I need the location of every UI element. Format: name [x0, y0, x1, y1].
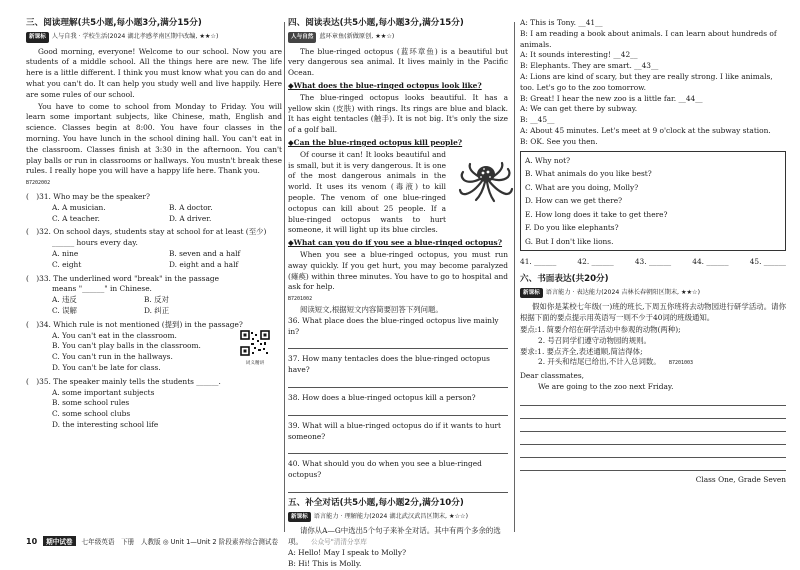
dialogue-line: B: Hi! This is Molly. — [288, 558, 362, 568]
question-text: ______ hours every day. — [52, 238, 138, 248]
section-tag — [520, 288, 786, 299]
question-text: ( )32. On school days, students stay at school for at least (至少) — [26, 227, 267, 237]
dialogue-option[interactable]: D. How can we get there? — [525, 196, 623, 206]
instruction: 请你从A—G中选出5个句子来补全对话。其中有两个多余的选项。 — [288, 526, 501, 547]
section-title: 四、阅读表达(共5小题,每小题3分,满分15分) — [288, 18, 464, 28]
option[interactable]: B. You can't play balls in the classroom. — [52, 341, 201, 351]
question-code: B7201003 — [668, 360, 694, 367]
question-options — [26, 203, 282, 225]
qr-code-icon[interactable] — [240, 330, 270, 366]
requirement-item: 1. 要点齐全,表述通顺,简洁得体; — [537, 346, 643, 356]
dialogue-line: B: Elephants. They are smart. __43__ — [520, 61, 659, 71]
answer-line[interactable] — [288, 481, 508, 493]
label: 要点: — [520, 325, 538, 335]
option[interactable]: A. some important subjects — [52, 387, 155, 397]
option[interactable]: B. some school rules — [52, 398, 130, 408]
column-divider — [514, 22, 515, 532]
tag-text: 蓝环章鱼(新做原创, ★★☆) — [319, 32, 395, 40]
passage-paragraph: Of course it can! It looks beautiful and is small, but it is very dangerous. It is one of the most dangerous animals in the world. It uses its venom (毒液) to kill people. The venom of one blue-ringed octopus can kill about 25 people. If a blue-ringed octopus wants to hurt someone, it will light up its blue circles. — [288, 149, 446, 235]
point-item: 1. 简要介绍在研学活动中参观的动物(两种); — [537, 325, 681, 335]
dialogue-line: B: OK. See you then. — [520, 136, 598, 146]
writing-line[interactable] — [520, 445, 786, 458]
section-title: 三、阅读理解(共5小题,每小题3分,满分15分) — [26, 18, 202, 28]
question-options — [26, 295, 232, 317]
section-tag — [288, 512, 508, 523]
letter-signature: Class One, Grade Seven — [695, 474, 786, 484]
option[interactable]: D. 纠正 — [144, 305, 170, 315]
question-39: 39. What will a blue-ringed octopus do if it wants to hurt someone? — [288, 420, 501, 441]
section-tag — [288, 32, 508, 43]
requirement-item: 2. 开头和结尾已给出,不计入总词数。 — [538, 357, 661, 367]
dialogue-option[interactable]: B. What animals do you like best? — [525, 169, 652, 179]
section-title: 五、补全对话(共5小题,每小题2分,满分10分) — [288, 497, 464, 508]
question-36: 36. What place does the blue-ringed octopus live mainly in? — [288, 315, 499, 336]
passage-paragraph: You have to come to school from Monday to Friday. You will learn some important subjects, like Chinese, math, English and science. Classes begin at 8:00. You have four classes in the morning. You have lunch in the school dining hall. You can't eat in the classroom. Classes finish at 3:30 in the afternoon. You can't play balls or run in classrooms or hallways. You mustn't break these rules. I really hope you will have a happy life here. Thank you. — [26, 101, 282, 176]
tag-badge: 新课标 — [520, 288, 543, 299]
reading-comprehension-section — [26, 18, 282, 431]
question-38: 38. How does a blue-ringed octopus kill a person? — [288, 392, 476, 402]
dialogue-line: B: __45__ — [520, 115, 555, 125]
writing-line[interactable] — [520, 419, 786, 432]
option[interactable]: C. A teacher. — [52, 213, 100, 223]
dialogue-line: B: Great! I hear the new zoo is a little far. __44__ — [520, 93, 703, 103]
octopus-illustration — [458, 160, 514, 204]
option[interactable]: B. A doctor. — [169, 202, 213, 212]
tag-badge: 新课标 — [26, 32, 49, 43]
option[interactable]: C. You can't run in the hallways. — [52, 352, 173, 362]
points-label — [520, 325, 786, 336]
label: 要求: — [520, 346, 538, 356]
option[interactable]: A. nine — [52, 248, 79, 258]
dialogue-line: A: We can get there by subway. — [520, 104, 638, 114]
question-text: means "______" in Chinese. — [52, 284, 152, 294]
dialogue-line: B: I am reading a book about animals. I can learn about hundreds of animals. — [520, 28, 777, 49]
letter-greeting: Dear classmates, — [520, 371, 584, 381]
option[interactable]: D. eight and a half — [169, 259, 239, 269]
tag-text: 语言能力 · 表达能力(2024 吉林长春朝阳区期末, ★★☆) — [545, 288, 700, 296]
footer-text: 七年级英语 下册 人教版 ◎ Unit 1—Unit 2 阶段素养综合测试卷 — [81, 538, 279, 546]
question-34: ( )34. Which rule is not mentioned (提到) in the passage? — [26, 319, 243, 329]
answer-line[interactable] — [288, 376, 508, 388]
point-item: 2. 号召同学们遵守动物园的规则。 — [538, 335, 651, 345]
option[interactable]: A. You can't eat in the classroom. — [52, 330, 177, 340]
answer-blanks — [520, 257, 786, 268]
question-40: 40. What should you do when you see a blue-ringed octopus? — [288, 459, 482, 480]
passage-subheading: ◆What does the blue-ringed octopus look like? — [288, 80, 482, 90]
dialogue-line: A: This is Tony. __41__ — [520, 18, 603, 27]
writing-line[interactable] — [520, 393, 786, 406]
answer-line[interactable] — [288, 442, 508, 454]
writing-line[interactable] — [520, 432, 786, 445]
option[interactable]: C. some school clubs — [52, 409, 131, 419]
question-31: ( )31. Who may be the speaker? — [26, 191, 150, 201]
option[interactable]: C. eight — [52, 259, 82, 269]
writing-area[interactable] — [520, 393, 786, 471]
brand-badge: 期中试卷 — [43, 536, 75, 546]
question-text: ( )33. The underlined word "break" in the passage — [26, 273, 219, 283]
answer-blank[interactable]: 43. ______ — [634, 257, 672, 267]
option[interactable]: B. seven and a half — [169, 248, 241, 258]
dialogue-line: A: It sounds interesting! __42__ — [520, 50, 638, 60]
passage-subheading: ◆What can you do if you see a blue-ringed octopus? — [288, 238, 503, 248]
question-code: B7201002 — [288, 296, 313, 303]
requirement-row — [520, 357, 786, 369]
dialogue-line: A: About 45 minutes. Let's meet at 9 o'clock at the subway station. — [520, 125, 771, 135]
tag-text: 语言能力 · 理解能力(2024 湖北武汉武昌区期末, ★☆☆) — [313, 512, 468, 520]
question-32 — [26, 227, 282, 249]
question-35: ( )35. The speaker mainly tells the students ______. — [26, 376, 221, 386]
answer-blank[interactable]: 41. ______ — [520, 257, 557, 267]
tag-badge: 新课标 — [288, 512, 311, 523]
option[interactable]: D. the interesting school life — [52, 419, 159, 429]
passage-paragraph: Good morning, everyone! Welcome to our school. Now you are students of a middle school. All the things here are new. The life here is a little different. I think you must know what you can do and what you can't do. It can help you study well and live happily. Here are some rules of our school. — [26, 46, 282, 99]
passage-paragraph: The blue-ringed octopus looks beautiful. It has a yellow skin (皮肤) with rings. Its rings are blue and black. It has eight tentacles (触手). It is not big. It's only the size of a golf ball. — [288, 92, 508, 135]
instruction: 阅读短文,根据短文内容简要回答下列问题。 — [300, 304, 443, 314]
qr-label: 词义精讲 — [245, 361, 265, 366]
tag-text: 人与自我 · 学校生活(2024 湖北孝感孝南区期中改编, ★★☆) — [51, 32, 219, 40]
passage-paragraph: The blue-ringed octopus (蓝环章鱼) is a beautiful but very dangerous sea animal. It lives mainly in the Pacific Ocean. — [288, 46, 508, 78]
question-options — [26, 249, 282, 271]
dialogue-line: A: Hello! May I speak to Molly? — [288, 548, 407, 558]
dialogue-option[interactable]: G. But I don't like lions. — [525, 236, 614, 246]
writing-line[interactable] — [520, 458, 786, 471]
page-number: 10 — [26, 536, 38, 546]
writing-prompt: 假如你是某校七年级(一)班的班长,下周五你班将去动物园进行研学活动。请你根据下面的要点提示用英语写一则不少于40词的班级通知。 — [520, 302, 786, 323]
answer-line[interactable] — [288, 337, 508, 349]
tag-badge: 人与自然 — [288, 32, 316, 43]
passage-subheading: ◆Can the blue-ringed octopus kill people? — [288, 137, 463, 147]
question-37: 37. How many tentacles does the blue-ringed octopus have? — [288, 354, 490, 375]
answer-line[interactable] — [288, 404, 508, 416]
passage-paragraph: When you see a blue-ringed octopus, you must run away quickly. If you get hurt, you may become paralyzed (瘫痪) within three minutes. You have to go to hospital and ask for help. — [288, 249, 508, 292]
letter-start: We are going to the zoo next Friday. — [538, 382, 674, 392]
section-title: 六、书面表达(共20分) — [520, 273, 609, 284]
dialogue-option[interactable]: E. How long does it take to get there? — [525, 209, 668, 219]
option[interactable]: A. A musician. — [52, 202, 106, 212]
question-33 — [26, 274, 282, 296]
section-tag — [26, 32, 282, 43]
answer-blank[interactable]: 44. ______ — [692, 257, 729, 267]
column-divider — [284, 22, 285, 532]
question-code: B7202002 — [26, 180, 51, 187]
dialogue-option[interactable]: C. What are you doing, Molly? — [525, 182, 639, 192]
writing-line[interactable] — [520, 406, 786, 419]
option[interactable]: D. You can't be late for class. — [52, 362, 161, 372]
option[interactable]: A. 违反 — [52, 295, 77, 305]
reading-expression-section — [288, 18, 508, 570]
option[interactable]: C. 误解 — [52, 305, 77, 315]
watermark-text: 公众号"清清分享库 — [311, 538, 367, 546]
options-box — [520, 151, 786, 252]
dialogue-option[interactable]: F. Do you like elephants? — [525, 223, 619, 233]
option[interactable]: B. 反对 — [144, 295, 169, 305]
answer-blank[interactable]: 42. ______ — [577, 257, 614, 267]
page-footer — [26, 536, 278, 546]
dialogue-line: A: Lions are kind of scary, but they are really strong. I like animals, too. Let's go to the zoo tomorrow. — [520, 71, 773, 92]
option[interactable]: D. A driver. — [169, 213, 212, 223]
dialogue-and-writing-section — [520, 18, 786, 486]
requirements-label — [520, 347, 786, 358]
answer-blank[interactable]: 45. ______ — [749, 257, 786, 267]
dialogue-option[interactable]: A. Why not? — [525, 155, 571, 165]
